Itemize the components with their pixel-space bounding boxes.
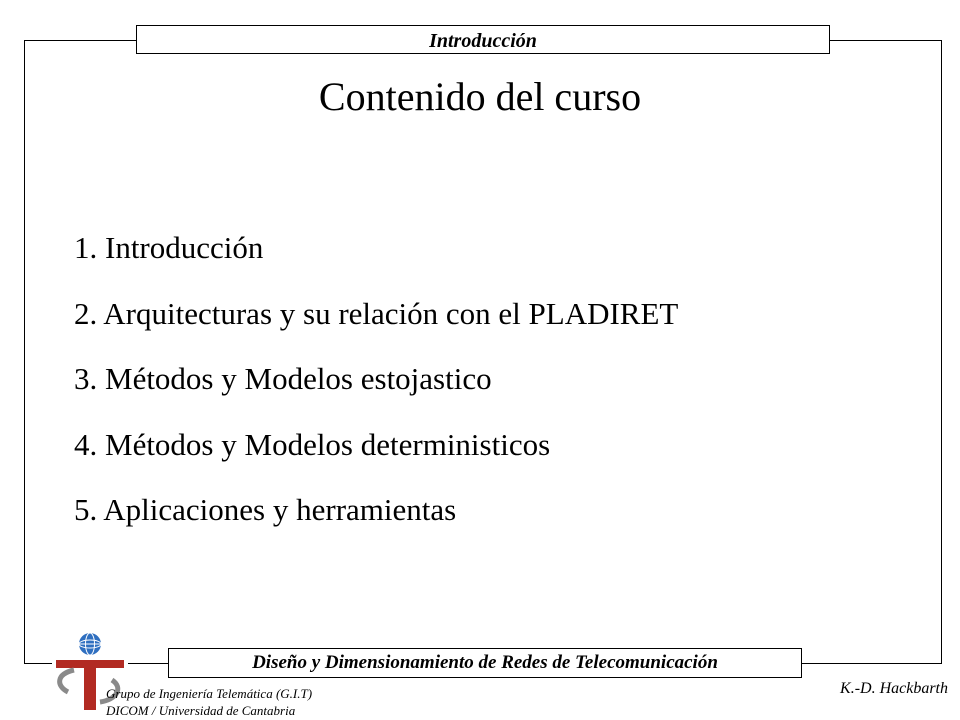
course-footer	[168, 648, 802, 678]
organization	[106, 685, 312, 719]
org-group: Grupo de Ingeniería Telemática (G.I.T)	[106, 686, 313, 701]
topic-list	[74, 230, 678, 558]
topic-item: 3. Métodos y Modelos estojastico	[74, 361, 492, 396]
section-header-label: Introducción	[429, 30, 537, 52]
swoosh-left	[60, 670, 74, 692]
topic-item: 2. Arquitecturas y su relación con el PLADIRET	[74, 295, 679, 331]
topic-item: 5. Aplicaciones y herramientas	[74, 492, 457, 527]
topic-item: 4. Métodos y Modelos deterministicos	[74, 426, 551, 462]
org-university: DICOM / Universidad de Cantabria	[106, 703, 296, 718]
page-title: Contenido del curso	[318, 74, 642, 119]
topic-item: 1. Introducción	[74, 230, 264, 265]
section-header	[136, 25, 830, 54]
author: K.-D. Hackbarth	[840, 680, 948, 697]
globe-icon	[79, 633, 101, 655]
course-footer-label: Diseño y Dimensionamiento de Redes de Telecomunicación	[252, 652, 718, 673]
